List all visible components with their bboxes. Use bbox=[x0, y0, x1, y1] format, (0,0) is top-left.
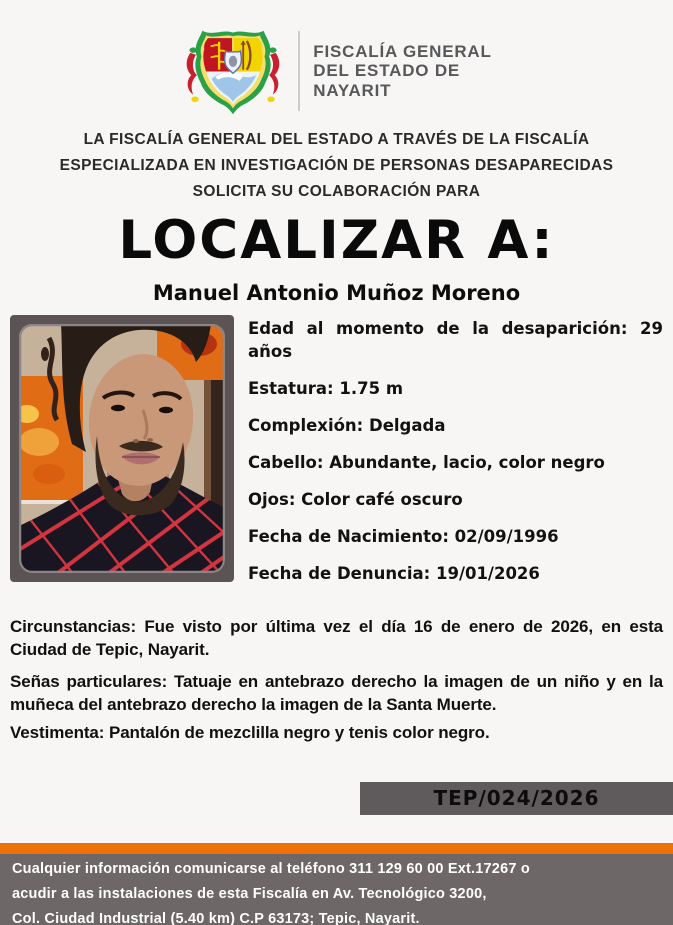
particular-signs-text: Señas particulares: Tatuaje en antebrazo derecho la imagen de un niño y en la muñeca del antebrazo derecho la imagen de la Santa Muerte. bbox=[10, 671, 663, 714]
org-name-line3: NAYARIT bbox=[313, 80, 392, 100]
org-name-line2: DEL ESTADO DE bbox=[313, 61, 461, 81]
person-name: Manuel Antonio Muñoz Moreno bbox=[152, 280, 521, 305]
detail-age: Edad al momento de la desaparición: 29 años bbox=[248, 318, 663, 361]
page-title: LOCALIZAR A: bbox=[118, 210, 555, 271]
detail-hair: Cabello: Abundante, lacio, color negro bbox=[248, 452, 605, 472]
missing-person-photo bbox=[10, 315, 234, 582]
detail-build: Complexión: Delgada bbox=[248, 415, 446, 435]
intro-statement bbox=[0, 127, 673, 205]
detail-eyes: Ojos: Color café oscuro bbox=[248, 489, 463, 509]
header-divider bbox=[298, 31, 300, 111]
org-name bbox=[313, 42, 491, 101]
nayarit-coat-of-arms-icon bbox=[181, 27, 285, 115]
intro-line2: ESPECIALIZADA EN INVESTIGACIÓN DE PERSONAS DESAPARECIDAS bbox=[59, 157, 614, 174]
footer-line3: Col. Ciudad Industrial (5.40 km) C.P 63173; Tepic, Nayarit. bbox=[12, 911, 420, 925]
intro-line3: SOLICITA SU COLABORACIÓN PARA bbox=[192, 183, 481, 200]
header bbox=[0, 0, 673, 115]
person-details bbox=[248, 315, 663, 599]
contact-footer bbox=[0, 854, 673, 925]
accent-stripe bbox=[0, 843, 673, 854]
footer-line2: acudir a las instalaciones de esta Fiscalía en Av. Tecnológico 3200, bbox=[12, 886, 487, 902]
main-content bbox=[0, 315, 673, 599]
intro-line1: LA FISCALÍA GENERAL DEL ESTADO A TRAVÉS DE LA FISCALÍA bbox=[83, 131, 590, 148]
clothing-text: Vestimenta: Pantalón de mezclilla negro y tenis color negro. bbox=[10, 722, 490, 742]
org-name-line1: FISCALÍA GENERAL bbox=[313, 41, 492, 61]
case-number-badge: TEP/024/2026 bbox=[360, 782, 673, 815]
detail-birthdate: Fecha de Nacimiento: 02/09/1996 bbox=[248, 526, 559, 546]
footer-line1: Cualquier información comunicarse al teléfono 311 129 60 00 Ext.17267 o bbox=[12, 861, 530, 877]
detail-report-date: Fecha de Denuncia: 19/01/2026 bbox=[248, 563, 540, 583]
detail-height: Estatura: 1.75 m bbox=[248, 378, 404, 398]
circumstances-text: Circunstancias: Fue visto por última vez el día 16 de enero de 2026, en esta Ciudad de Tepic, Nayarit. bbox=[10, 616, 663, 659]
